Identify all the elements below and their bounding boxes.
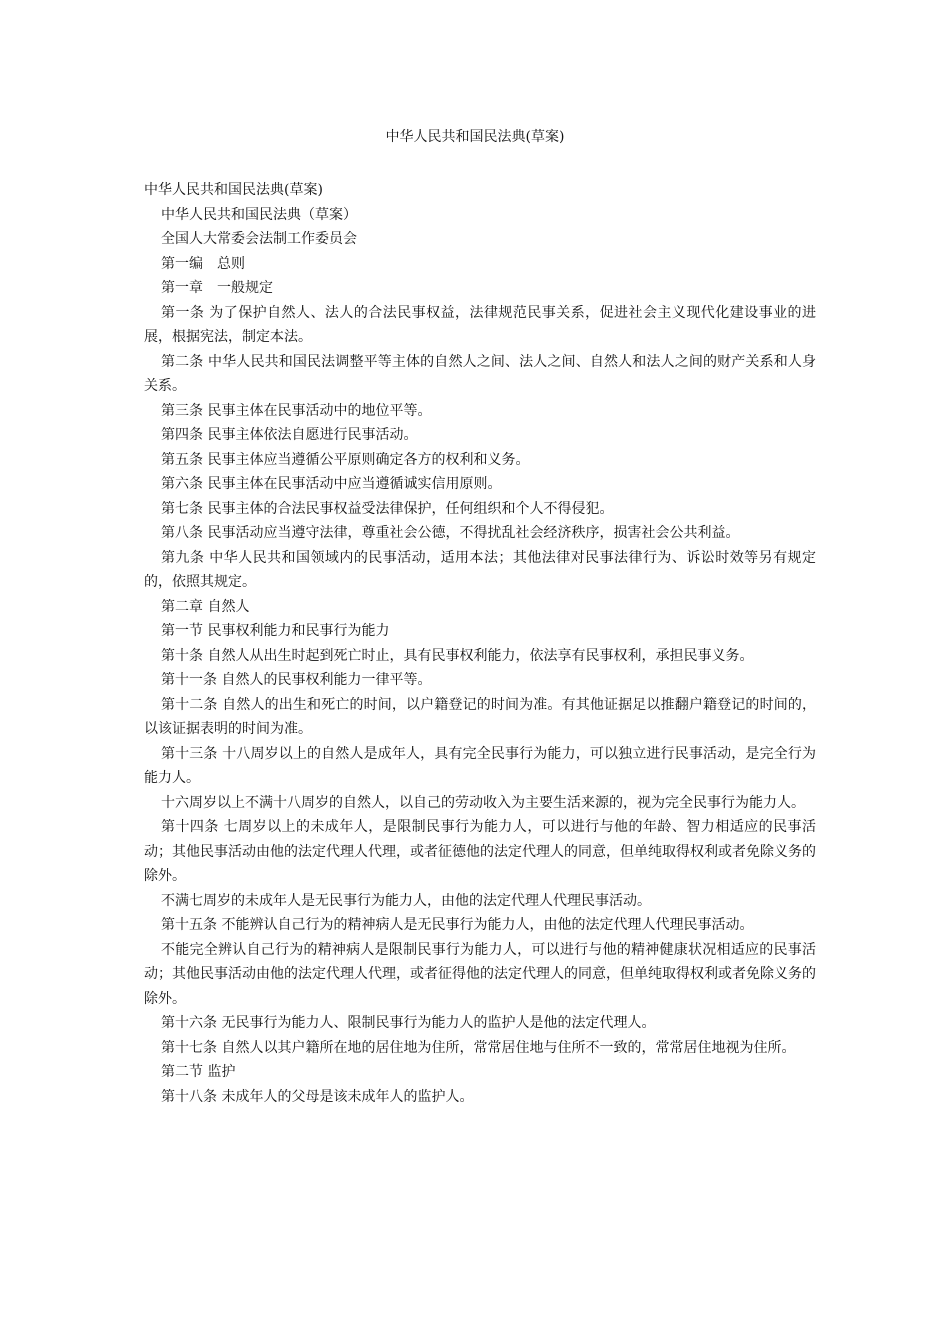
document-paragraph: 第二章 自然人 [161,598,250,615]
document-paragraph: 第十一条 自然人的民事权利能力一律平等。 [161,672,432,688]
document-paragraph: 第七条 民事主体的合法民事权益受法律保护，任何组织和个人不得侵犯。 [161,500,614,517]
document-paragraph: 不满七周岁的未成年人是无民事行为能力人，由他的法定代理人代理民事活动。 [161,892,651,909]
document-title: 中华人民共和国民法典(草案) [385,129,565,145]
document-paragraph: 第六条 民事主体在民事活动中应当遵循诚实信用原则。 [161,476,502,492]
document-paragraph: 第十三条 十八周岁以上的自然人是成年人，具有完全民事行为能力，可以独立进行民事活动，是完全行为能力人。 [144,745,816,786]
document-paragraph: 第十八条 未成年人的父母是该未成年人的监护人。 [161,1088,474,1105]
document-paragraph: 第一节 民事权利能力和民事行为能力 [161,623,390,639]
document-paragraph: 第十二条 自然人的出生和死亡的时间，以户籍登记的时间为准。有其他证据足以推翻户籍登记的时间的，以该证据表明的时间为准。 [144,696,816,737]
document-paragraph: 第三条 民事主体在民事活动中的地位平等。 [161,402,432,419]
document-paragraph: 第五条 民事主体应当遵循公平原则确定各方的权利和义务。 [161,451,530,468]
document-paragraph: 不能完全辨认自己行为的精神病人是限制民事行为能力人，可以进行与他的精神健康状况相适应的民事活动；其他民事活动由他的法定代理人代理，或者征得他的法定代理人的同意，但单纯取得权利或者免除义务的除外。 [144,941,816,1007]
document-paragraph: 第二条 中华人民共和国民法调整平等主体的自然人之间、法人之间、自然人和法人之间的财产关系和人身关系。 [144,353,816,394]
document-paragraph: 第八条 民事活动应当遵守法律，尊重社会公德，不得扰乱社会经济秩序，损害社会公共利益。 [161,525,740,541]
document-body [144,178,816,1109]
document-paragraph: 第十条 自然人从出生时起到死亡时止，具有民事权利能力，依法享有民事权利，承担民事义务。 [161,647,754,664]
document-paragraph: 第四条 民事主体依法自愿进行民事活动。 [161,427,418,443]
document-paragraph: 第十四条 七周岁以上的未成年人，是限制民事行为能力人，可以进行与他的年龄、智力相适应的民事活动；其他民事活动由他的法定代理人代理，或者征德他的法定代理人的同意，但单纯取得权利或者免除义务的除外。 [144,819,816,884]
document-paragraph: 第十六条 无民事行为能力人、限制民事行为能力人的监护人是他的法定代理人。 [161,1015,656,1031]
document-paragraph: 第一条 为了保护自然人、法人的合法民事权益，法律规范民事关系，促进社会主义现代化建设事业的进展，根据宪法，制定本法。 [144,304,816,345]
document-paragraph: 第九条 中华人民共和国领域内的民事活动，适用本法；其他法律对民事法律行为、诉讼时效等另有规定的，依照其规定。 [144,549,816,590]
document-paragraph: 第十五条 不能辨认自己行为的精神病人是无民事行为能力人，由他的法定代理人代理民事活动。 [161,917,754,933]
document-paragraph: 第二节 监护 [161,1064,236,1080]
document-paragraph: 第一编 总则 [161,255,245,272]
document-paragraph: 十六周岁以上不满十八周岁的自然人，以自己的劳动收入为主要生活来源的，视为完全民事行为能力人。 [161,794,805,811]
document-paragraph: 中华人民共和国民法典（草案） [161,206,357,223]
document-paragraph: 全国人大常委会法制工作委员会 [161,231,357,247]
document-paragraph: 中华人民共和国民法典(草案) [144,182,323,198]
document-paragraph: 第十七条 自然人以其户籍所在地的居住地为住所，常常居住地与住所不一致的，常常居住地视为住所。 [161,1039,796,1056]
document-paragraph: 第一章 一般规定 [161,280,273,296]
